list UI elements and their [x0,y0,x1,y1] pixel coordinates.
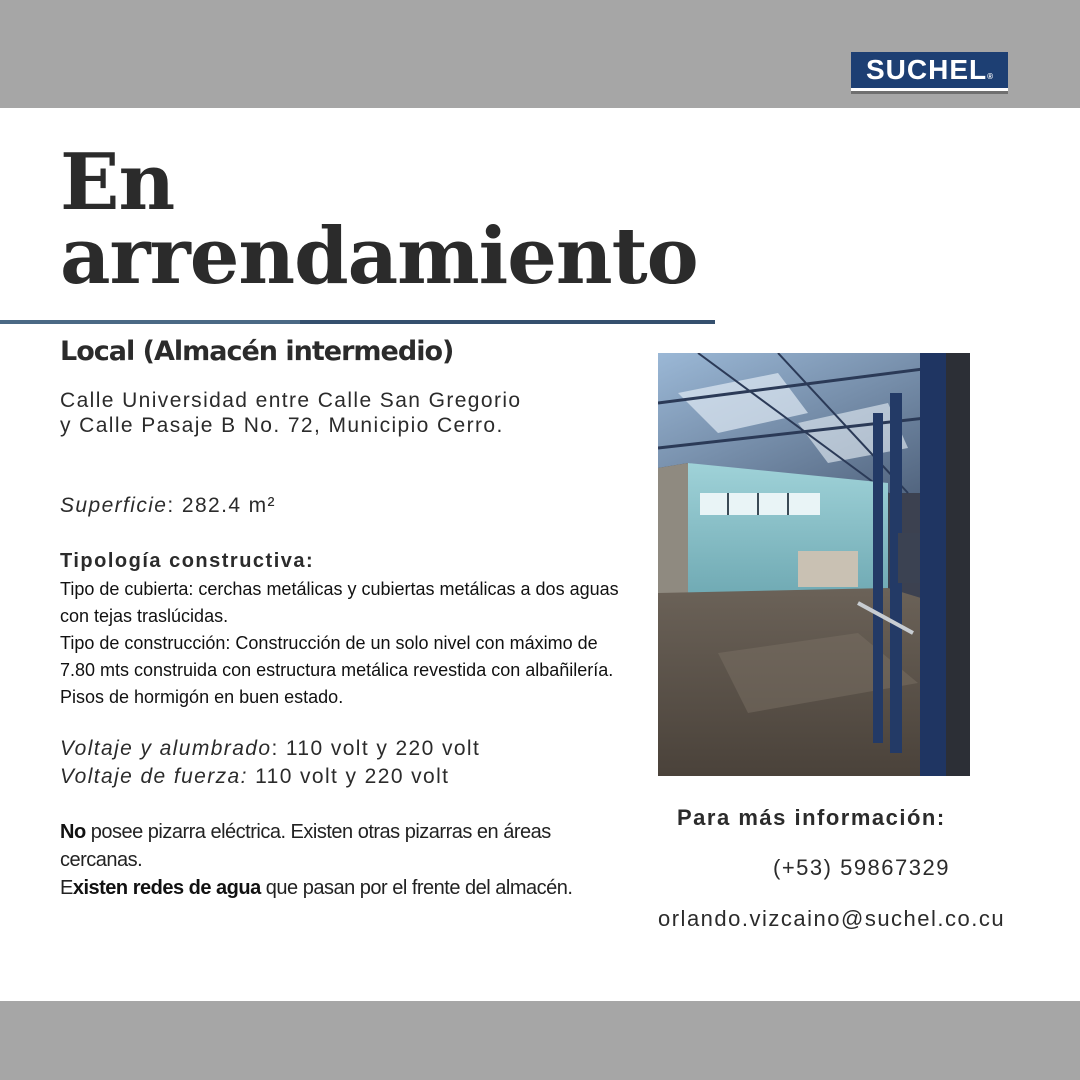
contact-phone[interactable]: (+53) 59867329 [773,855,950,880]
property-subtitle: Local (Almacén intermedio) [60,336,454,367]
title-line-2: arrendamiento [60,211,698,302]
contact-heading: Para más información: [677,805,946,830]
typology-heading: Tipología constructiva: [60,550,315,572]
address-line-2: y Calle Pasaje B No. 72, Municipio Cerro. [60,414,504,437]
typology-construction: Tipo de construcción: Construcción de un solo nivel con máximo de 7.80 mts construida con estructura metálica revestida con albañilería. Pisos de hormigón en buen estado. [60,633,614,707]
note-electrical-bold: No [60,821,86,843]
note-water-first: E [60,877,73,899]
voltage-power [60,763,480,791]
note-water-text: que pasan por el frente del almacén. [260,877,573,899]
voltage-power-label: Voltaje de fuerza: [60,765,248,788]
title-divider-accent [0,320,300,324]
voltage-lighting-label: Voltaje y alumbrado [60,737,272,760]
title-line-1: En [60,137,175,228]
typology-roof: Tipo de cubierta: cerchas metálicas y cubiertas metálicas a dos aguas con tejas traslúcidas. [60,579,619,626]
note-water [60,874,630,902]
suchel-logo [851,52,1008,91]
notes [60,818,630,902]
bottom-band [0,1001,1080,1080]
surface-value: : 282.4 m² [167,494,276,517]
note-electrical-text: posee pizarra eléctrica. Existen otras pizarras en áreas cercanas. [60,821,551,871]
voltage-lighting [60,735,480,763]
surface-label: Superficie [60,494,168,517]
warehouse-photo [658,353,970,776]
property-address [60,388,620,438]
surface-info [60,494,276,518]
voltage-info [60,735,480,791]
voltage-power-value: 110 volt y 220 volt [247,765,450,788]
address-line-1: Calle Universidad entre Calle San Gregorio [60,389,522,412]
logo-text: SUCHEL [865,54,988,85]
note-electrical [60,818,630,874]
note-water-bold: xisten redes de agua [72,877,261,899]
voltage-lighting-value: : 110 volt y 220 volt [271,737,481,760]
registered-mark: ® [987,72,994,81]
contact-email[interactable]: orlando.vizcaino@suchel.co.cu [658,906,1006,931]
typology-body [60,576,635,711]
page-title [60,137,698,302]
